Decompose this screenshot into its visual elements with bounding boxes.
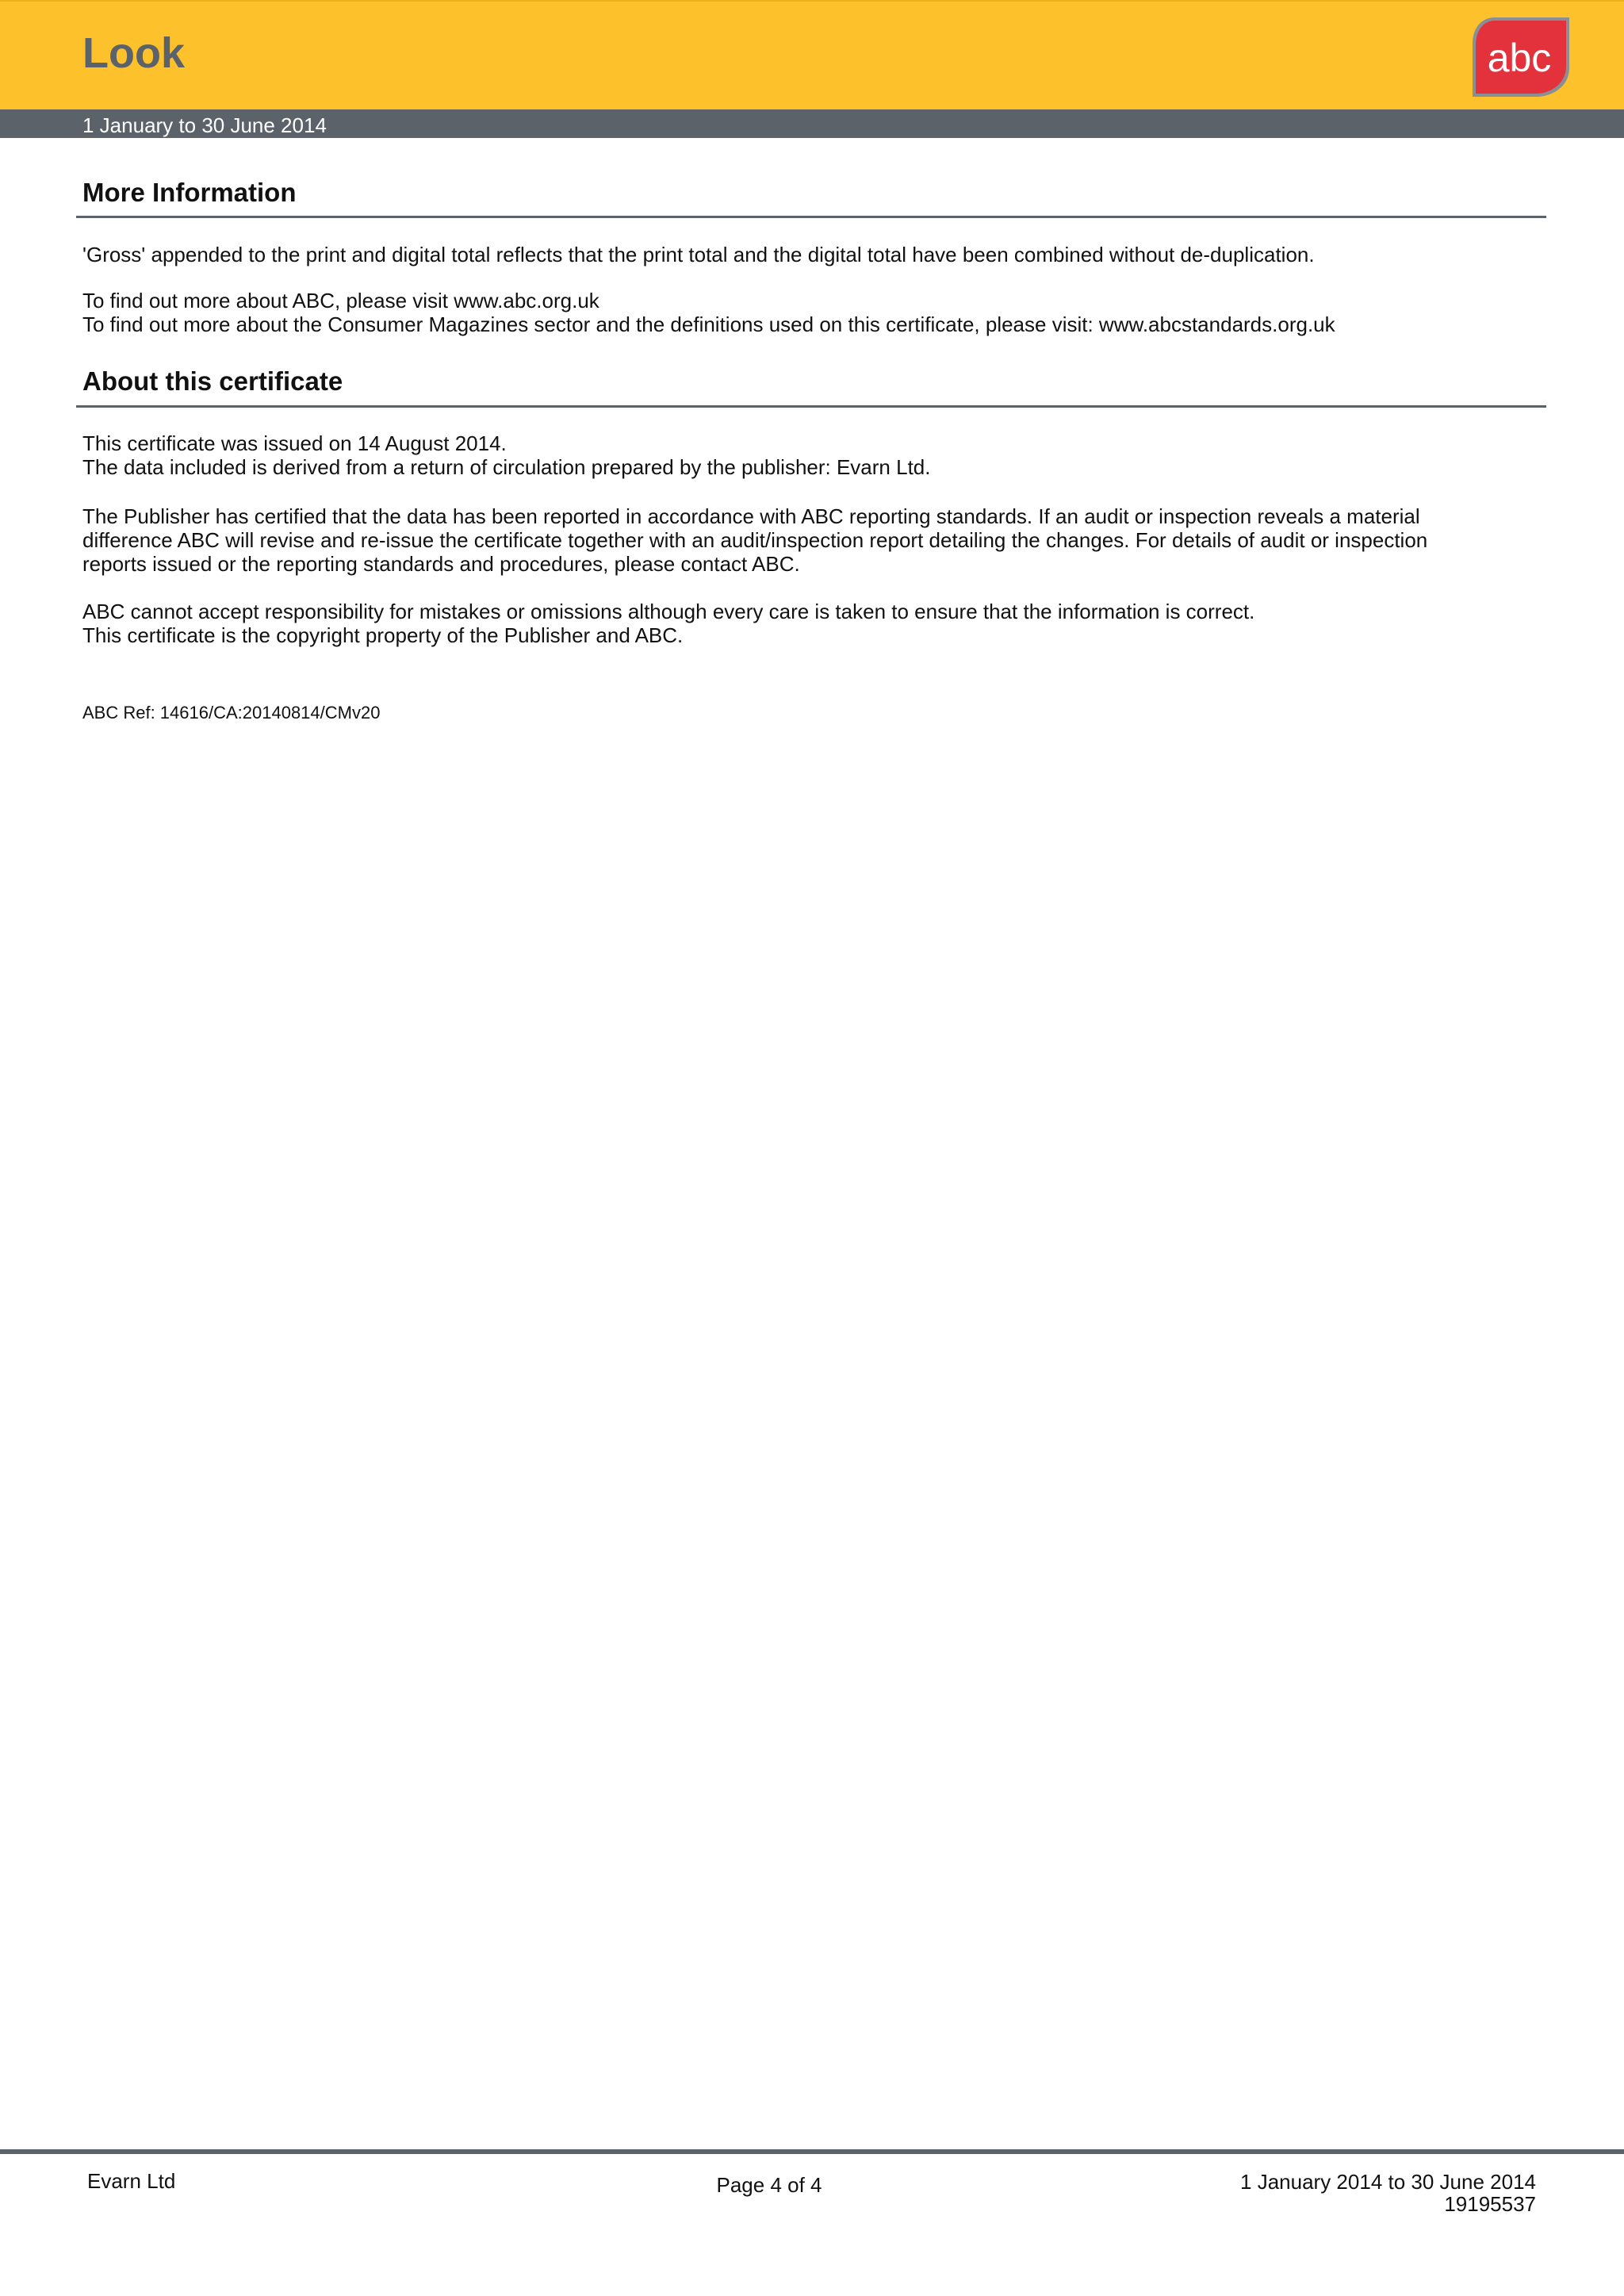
certification-statement xyxy=(82,504,1557,576)
footer-period: 1 January 2014 to 30 June 2014 xyxy=(1240,2170,1536,2194)
more-info-links xyxy=(82,289,1557,336)
derived-from-line: The data included is derived from a return of circulation prepared by the publisher: Evarn Ltd. xyxy=(82,455,931,479)
more-information-divider xyxy=(76,216,1546,218)
issued-date-line: This certificate was issued on 14 August 2014. xyxy=(82,431,507,455)
more-information-heading: More Information xyxy=(82,178,297,207)
about-certificate-heading: About this certificate xyxy=(82,366,343,396)
responsibility-line: ABC cannot accept responsibility for mistakes or omissions although every care is taken to ensure that the information is correct. xyxy=(82,600,1255,623)
header-banner xyxy=(0,0,1624,109)
responsibility-statement xyxy=(82,600,1557,647)
certification-line: The Publisher has certified that the data has been reported in accordance with ABC reporting standards. If an audit or inspection reveals a material xyxy=(82,504,1420,528)
footer-period-block xyxy=(1240,2171,1536,2215)
abc-logo xyxy=(1471,16,1571,98)
period-bar xyxy=(0,109,1624,138)
abc-reference: ABC Ref: 14616/CA:20140814/CMv20 xyxy=(82,703,381,723)
footer-page-number: Page 4 of 4 xyxy=(716,2173,822,2197)
sector-website-line: To find out more about the Consumer Magazines sector and the definitions used on this certificate, please visit: www.abcstandards.org.uk xyxy=(82,312,1335,336)
footer-certificate-number: 19195537 xyxy=(1444,2192,1536,2216)
footer-divider xyxy=(0,2149,1624,2154)
issued-info xyxy=(82,431,1557,479)
certification-line: reports issued or the reporting standards and procedures, please contact ABC. xyxy=(82,552,800,576)
about-certificate-divider xyxy=(76,405,1546,408)
period-bar-text: 1 January to 30 June 2014 xyxy=(82,113,327,137)
gross-note xyxy=(82,243,1557,266)
certification-line: difference ABC will revise and re-issue the certificate together with an audit/inspection report detailing the changes. For details of audit or inspection xyxy=(82,528,1428,552)
gross-note-text: 'Gross' appended to the print and digital total reflects that the print total and the digital total have been combined without de-duplication. xyxy=(82,243,1315,266)
abc-website-line: To find out more about ABC, please visit www.abc.org.uk xyxy=(82,289,599,312)
copyright-line: This certificate is the copyright property of the Publisher and ABC. xyxy=(82,623,684,647)
publication-title: Look xyxy=(82,29,185,77)
footer-publisher: Evarn Ltd xyxy=(87,2169,176,2193)
abc-logo-text: abc xyxy=(1487,36,1552,80)
